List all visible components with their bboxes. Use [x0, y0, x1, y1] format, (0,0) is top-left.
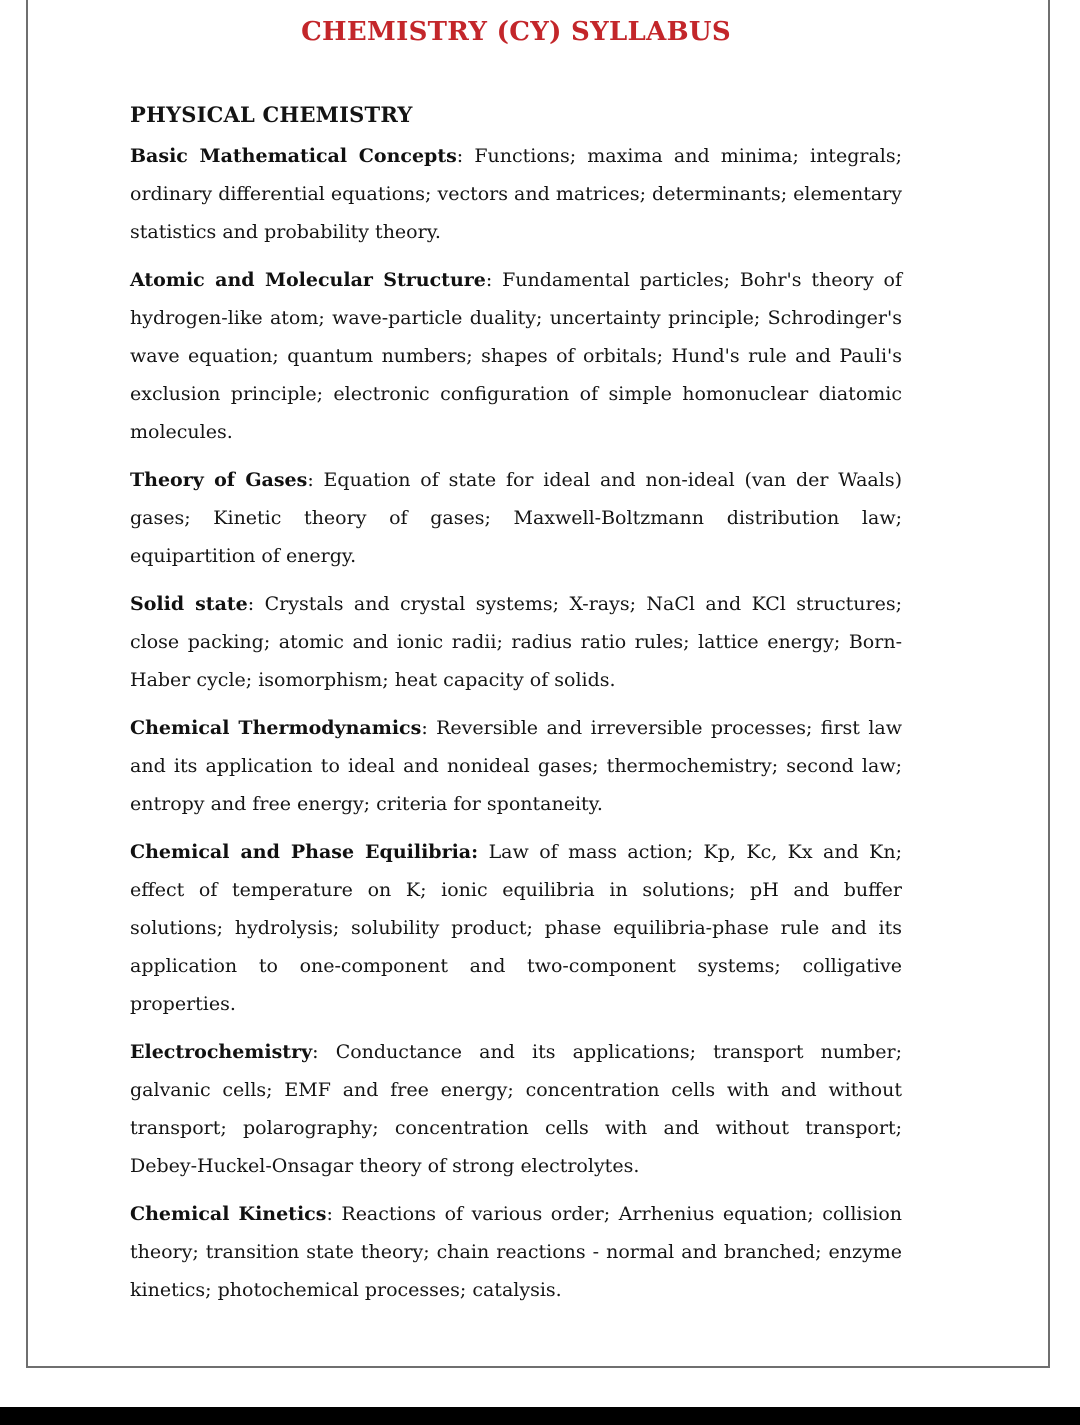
topic-term: Theory of Gases: [130, 469, 308, 491]
topic-term: Chemical Kinetics: [130, 1203, 327, 1225]
topic-term: Chemical and Phase Equilibria:: [130, 841, 479, 863]
topic-body: : Fundamental particles; Bohr's theory of hydrogen-like atom; wave-particle duality; uncertainty principle; Schrodinger's wave equation; quantum numbers; shapes of orbitals; Hund's rule and Pauli's exclusion principle; electronic configuration of simple homonuclear diatomic molecules.: [130, 269, 903, 443]
paragraph-atomic-and-molecular-structure: [130, 261, 902, 451]
topic-body: : Equation of state for ideal and non-ideal (van der Waals) gases; Kinetic theory of gases; Maxwell-Boltzmann distribution law; equipartition of energy.: [130, 469, 903, 567]
topic-body: : Conductance and its applications; transport number; galvanic cells; EMF and free energy; concentration cells with and without transport; polarography; concentration cells with and without transport; Debey-Huckel-Onsagar theory of strong electrolytes.: [130, 1041, 902, 1177]
document-page: [26, 0, 1050, 1368]
document-title: CHEMISTRY (CY) SYLLABUS: [301, 17, 731, 47]
topic-body: : Reversible and irreversible processes; first law and its application to ideal and nonideal gases; thermochemistry; second law; entropy and free energy; criteria for spontaneity.: [130, 717, 902, 815]
section-heading: PHYSICAL CHEMISTRY: [130, 102, 413, 127]
topic-body: Law of mass action; Kp, Kc, Kx and Kn; effect of temperature on K; ionic equilibria in solutions; pH and buffer solutions; hydrolysis; solubility product; phase equilibria-phase rule and its application to one-component and two-component systems; colligative properties.: [130, 841, 902, 1015]
paragraph-chemical-thermodynamics: [130, 709, 902, 823]
topic-term: Electrochemistry: [130, 1041, 313, 1063]
topic-term: Basic Mathematical Concepts: [130, 145, 457, 167]
topic-body: : Functions; maxima and minima; integrals; ordinary differential equations; vectors and matrices; determinants; elementary statistics and probability theory.: [130, 145, 902, 243]
topic-body: : Crystals and crystal systems; X-rays; NaCl and KCl structures; close packing; atomic and ionic radii; radius ratio rules; lattice energy; Born-Haber cycle; isomorphism; heat capacity of solids.: [130, 593, 902, 691]
topic-term: Solid state: [130, 593, 248, 615]
bottom-black-bar: [0, 1407, 1080, 1425]
topic-body: : Reactions of various order; Arrhenius equation; collision theory; transition state theory; chain reactions - normal and branched; enzyme kinetics; photochemical processes; catalysis.: [130, 1203, 903, 1301]
paragraph-electrochemistry: [130, 1033, 902, 1185]
paragraph-basic-mathematical-concepts: [130, 137, 902, 251]
paragraph-chemical-kinetics: [130, 1195, 902, 1309]
paragraph-solid-state: [130, 585, 902, 699]
paragraph-chemical-and-phase-equilibria: [130, 833, 902, 1023]
topic-term: Atomic and Molecular Structure: [130, 269, 486, 291]
page-content: [28, 0, 1048, 1309]
paragraph-theory-of-gases: [130, 461, 902, 575]
topic-term: Chemical Thermodynamics: [130, 717, 422, 739]
